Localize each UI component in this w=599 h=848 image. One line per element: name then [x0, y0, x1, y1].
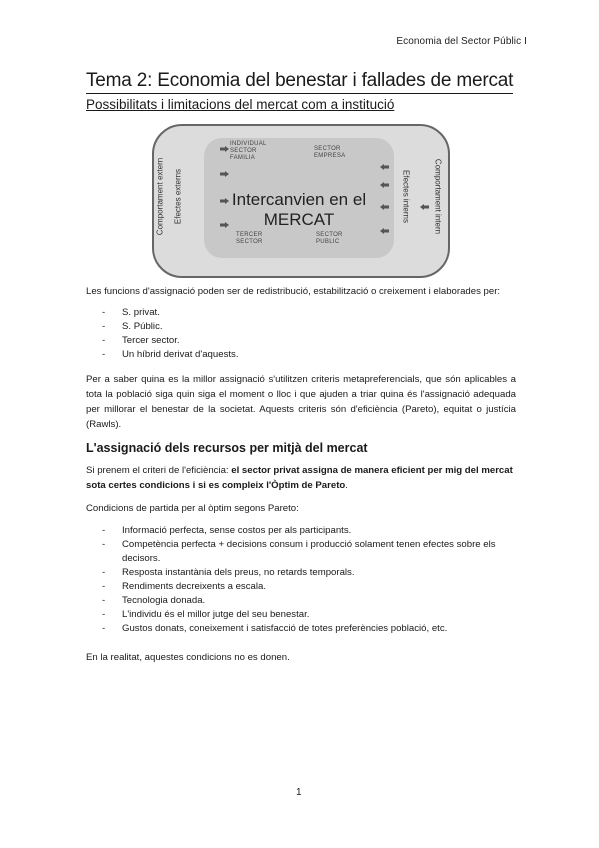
intro-paragraph: Les funcions d'assignació poden ser de redistribució, estabilització o creixement i elaborades per:	[86, 286, 501, 297]
page-number: 1	[296, 787, 302, 798]
list-item-text: Un híbrid derivat d'aquests.	[122, 349, 239, 360]
page-subtitle: Possibilitats i limitacions del mercat com a institució	[86, 97, 395, 112]
arrow-left-icon	[380, 164, 389, 170]
cell-familia-line-1: INDIVIDUAL	[230, 141, 267, 147]
list-item: - Informació perfecta, sense costos per als participants.	[102, 525, 352, 536]
list-item-text: S. Públic.	[122, 321, 163, 332]
list-item: - S. Públic.	[102, 321, 163, 332]
cell-public-line-1: SECTOR	[316, 232, 343, 238]
conditions-list	[102, 524, 516, 636]
list-item-text: Rendiments decreixents a escala.	[122, 581, 266, 592]
arrow-left-icon	[380, 204, 389, 210]
label-comportament-intern: Comportament intern	[433, 158, 443, 235]
label-efectes-externs: Efectes externs	[173, 168, 183, 225]
cell-tercer-sector	[236, 232, 263, 246]
list-item: - Tercer sector.	[102, 335, 180, 346]
conditions-intro: Condicions de partida per al òptim segons Pareto:	[86, 503, 299, 514]
cell-sector-public	[316, 232, 343, 246]
list-item-text: Competència perfecta + decisions consum i producció solament tenen efectes sobre els decisors.	[122, 539, 496, 564]
agents-list	[102, 306, 239, 362]
label-efectes-interns: Efectes interns	[401, 170, 411, 223]
arrow-left-icon	[420, 204, 429, 210]
market-diagram	[152, 124, 450, 278]
efficiency-text: Si prenem el criteri de l'eficiència:	[86, 465, 232, 476]
efficiency-end: .	[345, 480, 348, 491]
arrow-left-icon	[380, 228, 389, 234]
list-item-text: Resposta instantània dels preus, no retards temporals.	[122, 567, 355, 578]
list-item: - S. privat.	[102, 307, 160, 318]
list-item-text: L'individu és el millor jutge del seu benestar.	[122, 609, 310, 620]
list-item-text: S. privat.	[122, 307, 160, 318]
criteria-paragraph: Per a saber quina es la millor assignació s'utilitzen criteris metapreferencials, que són aplicables a tota la població siga quin siga el moment o lloc i que ajuden a triar quina és l'assignació adequada per millorar el benestar de la societat. Aquests criteris són d'eficiència (Pareto), equitat o justícia (Rawls).	[86, 374, 516, 430]
list-item: - Un híbrid derivat d'aquests.	[102, 349, 239, 360]
running-header: Economia del Sector Públic I	[396, 36, 527, 47]
list-item-text: Informació perfecta, sense costos per als participants.	[122, 525, 352, 536]
cell-public-line-2: PUBLIC	[316, 239, 340, 245]
cell-empresa-line-2: EMPRESA	[314, 153, 346, 159]
cell-familia-line-2: SECTOR	[230, 148, 257, 154]
diagram-center-label	[224, 190, 374, 230]
cell-familia-line-3: FAMILIA	[230, 155, 256, 161]
arrow-right-icon	[220, 198, 229, 204]
list-item: - Competència perfecta + decisions consum i producció solament tenen efectes sobre els decisors.	[102, 539, 496, 564]
cell-empresa-line-1: SECTOR	[314, 146, 341, 152]
arrow-right-icon	[220, 171, 229, 177]
center-line-2: MERCAT	[263, 210, 335, 229]
label-comportament-extern: Comportament extern	[155, 157, 165, 236]
arrow-right-icon	[220, 146, 229, 152]
list-item-text: Gustos donats, coneixement i satisfacció de totes preferències població, etc.	[122, 623, 448, 634]
list-item: - Resposta instantània dels preus, no retards temporals.	[102, 567, 355, 578]
list-item: - Rendiments decreixents a escala.	[102, 581, 266, 592]
section-heading: L'assignació dels recursos per mitjà del mercat	[86, 441, 368, 455]
efficiency-paragraph	[86, 463, 516, 493]
list-item-text: Tercer sector.	[122, 335, 180, 346]
cell-tercer-line-1: TERCER	[236, 232, 263, 238]
list-item: - Gustos donats, coneixement i satisfacció de totes preferències població, etc.	[102, 623, 448, 634]
list-item: - Tecnologia donada.	[102, 595, 206, 606]
cell-empresa	[314, 146, 345, 160]
cell-familia	[230, 141, 267, 162]
list-item-text: Tecnologia donada.	[122, 595, 206, 606]
conclusion-paragraph: En la realitat, aquestes condicions no es donen.	[86, 652, 290, 663]
cell-tercer-line-2: SECTOR	[236, 239, 263, 245]
page-title: Tema 2: Economia del benestar i fallades de mercat	[86, 70, 513, 94]
arrow-right-icon	[220, 222, 229, 228]
efficiency-bold-text: el sector privat assigna de manera eficient per mig del mercat sota certes condicions i si es compleix l'Òptim de Pareto	[86, 465, 513, 491]
list-item: - L'individu és el millor jutge del seu benestar.	[102, 609, 310, 620]
arrow-left-icon	[380, 182, 389, 188]
center-line-1: Intercanvien en el	[231, 190, 367, 209]
